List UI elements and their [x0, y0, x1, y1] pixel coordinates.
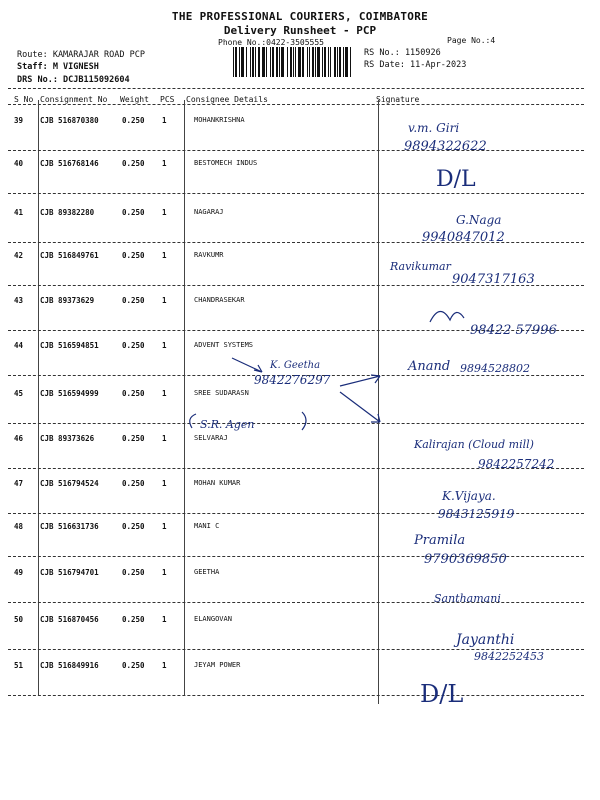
phone-number: Phone No.:0422-3505555 — [218, 38, 324, 47]
consignment-no: CJB 516768146 — [40, 159, 99, 168]
row-sno: 51 — [14, 661, 24, 670]
handwritten-note: S.R. Agen — [200, 418, 255, 431]
handwritten-phone: 9894528802 — [460, 362, 530, 375]
pcs-value: 1 — [162, 208, 167, 217]
staff-label: Staff: M VIGNESH — [17, 62, 99, 72]
handwritten-phone: 9842257242 — [478, 457, 555, 471]
row-sno: 45 — [14, 389, 24, 398]
row-sno: 39 — [14, 116, 24, 125]
pcs-value: 1 — [162, 568, 167, 577]
handwritten-phone: 98422 57996 — [470, 323, 557, 338]
handwritten-name: K. Geetha — [270, 360, 321, 371]
consignment-no: CJB 516794701 — [40, 568, 99, 577]
pcs-value: 1 — [162, 479, 167, 488]
row-sno: 41 — [14, 208, 24, 217]
column-consignee: Consignee Details — [186, 95, 268, 104]
handwritten-phone: 9894322622 — [404, 139, 487, 154]
drs-number: DRS No.: DCJB115092604 — [17, 75, 130, 85]
signature: K.Vijaya. — [442, 489, 496, 503]
column-consignment: Consignment No — [40, 95, 108, 104]
weight-value: 0.250 — [122, 251, 145, 260]
pcs-value: 1 — [162, 434, 167, 443]
consignment-no: CJB 516870380 — [40, 116, 99, 125]
row-sno: 49 — [14, 568, 24, 577]
delivered-mark: D/L — [420, 680, 464, 708]
signature: G.Naga — [456, 213, 502, 227]
consignment-no: CJB 89373629 — [40, 296, 95, 305]
arrow-mark — [340, 375, 380, 422]
column-sno: S No — [14, 95, 34, 104]
weight-value: 0.250 — [122, 661, 145, 670]
handwritten-phone: 9790369850 — [424, 552, 507, 567]
consignee-name: ADVENT SYSTEMS — [194, 341, 254, 349]
consignee-name: MOHAN KUMAR — [194, 479, 241, 487]
consignment-no: CJB 89382280 — [40, 208, 95, 217]
row-sno: 48 — [14, 522, 24, 531]
consignee-name: NAGARAJ — [194, 208, 224, 216]
consignee-name: RAVKUMR — [194, 251, 224, 259]
row-sno: 47 — [14, 479, 24, 488]
consignee-name: BESTOMECH INDUS — [194, 159, 258, 167]
consignment-no: CJB 89373626 — [40, 434, 95, 443]
row-sno: 50 — [14, 615, 24, 624]
handwritten-phone: 9843125919 — [438, 507, 515, 521]
weight-value: 0.250 — [122, 341, 145, 350]
weight-value: 0.250 — [122, 568, 145, 577]
handwritten-phone: 9940847012 — [422, 230, 505, 245]
weight-value: 0.250 — [122, 116, 145, 125]
pcs-value: 1 — [162, 116, 167, 125]
consignee-name: SELVARAJ — [194, 434, 228, 442]
pcs-value: 1 — [162, 251, 167, 260]
consignment-no: CJB 516870456 — [40, 615, 99, 624]
row-sno: 44 — [14, 341, 24, 350]
row-sno: 46 — [14, 434, 24, 443]
pcs-value: 1 — [162, 522, 167, 531]
consignment-no: CJB 516849916 — [40, 661, 99, 670]
consignee-name: SREE SUDARASN — [194, 389, 249, 397]
signature: Pramila — [414, 533, 466, 548]
column-pcs: PCS — [160, 95, 175, 104]
consignee-name: GEETHA — [194, 568, 220, 576]
consignment-no: CJB 516794524 — [40, 479, 99, 488]
weight-value: 0.250 — [122, 615, 145, 624]
column-weight: Weight — [120, 95, 149, 104]
pcs-value: 1 — [162, 389, 167, 398]
row-sno: 43 — [14, 296, 24, 305]
consignment-no: CJB 516631736 — [40, 522, 99, 531]
delivered-mark: D/L — [436, 167, 476, 192]
route-label: Route: KAMARAJAR ROAD PCP — [17, 50, 145, 60]
company-name: THE PROFESSIONAL COURIERS, COIMBATORE — [171, 10, 429, 23]
signature: v.m. Giri — [408, 121, 460, 135]
rs-number: RS No.: 1150926 — [364, 48, 441, 58]
handwritten-phone: 9047317163 — [452, 272, 535, 287]
row-sno: 40 — [14, 159, 24, 168]
weight-value: 0.250 — [122, 479, 145, 488]
weight-value: 0.250 — [122, 522, 145, 531]
signature: Ravikumar — [390, 260, 451, 273]
column-signature: Signature — [376, 95, 420, 104]
pcs-value: 1 — [162, 615, 167, 624]
consignee-name: CHANDRASEKAR — [194, 296, 245, 304]
signature: Santhamani — [434, 592, 501, 605]
consignee-name: MOHANKRISHNA — [194, 116, 245, 124]
consignee-name: MANI C — [194, 522, 220, 530]
weight-value: 0.250 — [122, 159, 145, 168]
document-title: Delivery Runsheet - PCP — [223, 24, 377, 37]
consignee-name: JEYAM POWER — [194, 661, 241, 669]
consignment-no: CJB 516849761 — [40, 251, 99, 260]
rs-date: RS Date: 11-Apr-2023 — [364, 60, 467, 70]
signature: Jayanthi — [456, 632, 515, 648]
weight-value: 0.250 — [122, 434, 145, 443]
signature: Anand — [408, 359, 451, 374]
weight-value: 0.250 — [122, 208, 145, 217]
page-number: Page No.:4 — [447, 36, 496, 45]
consignee-name: ELANGOVAN — [194, 615, 232, 623]
handwritten-phone: 9842276297 — [254, 373, 331, 387]
pcs-value: 1 — [162, 296, 167, 305]
pcs-value: 1 — [162, 341, 167, 350]
pcs-value: 1 — [162, 159, 167, 168]
row-sno: 42 — [14, 251, 24, 260]
weight-value: 0.250 — [122, 296, 145, 305]
signature: Kalirajan (Cloud mill) — [414, 438, 534, 451]
weight-value: 0.250 — [122, 389, 145, 398]
arrow-mark — [232, 358, 262, 372]
signature-scribble — [430, 311, 464, 322]
handwritten-phone: 9842252453 — [474, 650, 544, 663]
consignment-no: CJB 516594999 — [40, 389, 99, 398]
pcs-value: 1 — [162, 661, 167, 670]
consignment-no: CJB 516594851 — [40, 341, 99, 350]
